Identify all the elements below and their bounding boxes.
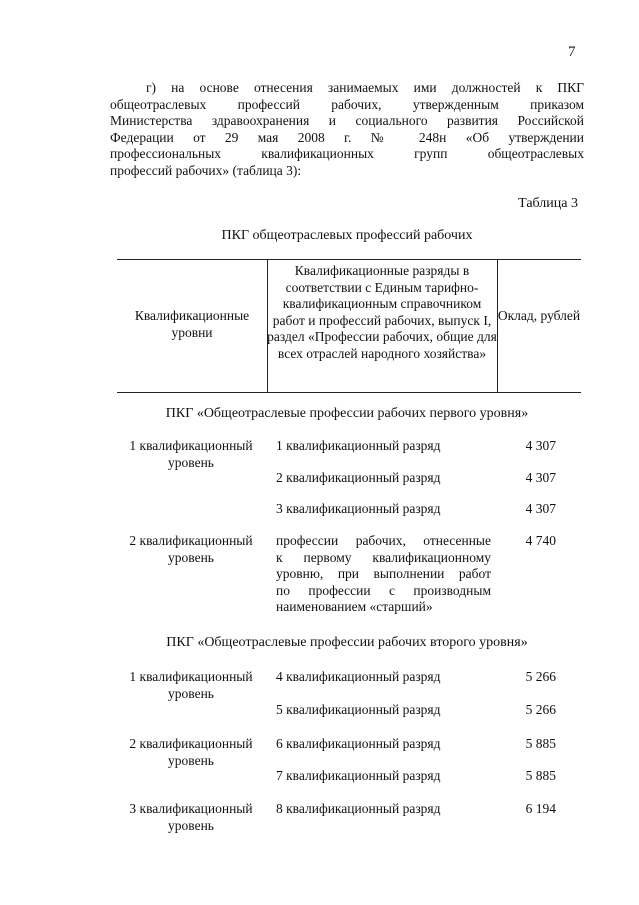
grade-cell: 5 квалификационный разряд xyxy=(276,702,441,717)
salary-cell: 4 307 xyxy=(525,438,556,453)
header-qualification-grades: Квалификационные разряды в соответствии с Единым тарифно-квалификационным справочником работ и профессий рабочих, выпуск I, раздел «Профессии рабочих, общие для всех отраслей народного хозяйства» xyxy=(267,263,497,361)
grade-line: уровню, при выполнении работ xyxy=(276,566,491,581)
header-salary: Оклад, рублей xyxy=(497,308,581,323)
intro-line: Министерства здравоохранения и социального развития Российской xyxy=(110,113,584,128)
salary-cell: 4 740 xyxy=(525,533,556,548)
grade-line: наименованием «старший» xyxy=(276,599,433,614)
table-header-bottom-rule xyxy=(117,392,581,393)
intro-paragraph xyxy=(110,80,584,179)
grade-cell: 8 квалификационный разряд xyxy=(276,801,441,816)
salary-cell: 5 266 xyxy=(525,669,556,684)
grade-cell: 1 квалификационный разряд xyxy=(276,438,441,453)
page-number: 7 xyxy=(568,44,576,60)
salary-cell: 5 885 xyxy=(525,736,556,751)
header-qualification-levels: Квалификационные уровни xyxy=(134,308,250,340)
intro-line: профессий рабочих» (таблица 3): xyxy=(110,162,302,178)
salary-cell: 4 307 xyxy=(525,470,556,485)
section-title: ПКГ «Общеотраслевые профессии рабочих первого уровня» xyxy=(165,406,529,421)
grade-line: профессии рабочих, отнесенные xyxy=(276,533,491,548)
grade-cell: 2 квалификационный разряд xyxy=(276,470,441,485)
table-title: ПКГ общеотраслевых профессий рабочих xyxy=(221,228,473,243)
grade-cell: 3 квалификационный разряд xyxy=(276,501,441,516)
salary-cell: 5 885 xyxy=(525,768,556,783)
intro-line: Федерации от 29 мая 2008 г. № 248н «Об утверждении xyxy=(110,129,584,145)
grade-line: к первому квалификационному xyxy=(276,549,491,565)
intro-line: общеотраслевых профессий рабочих, утвержденным приказом xyxy=(110,96,584,112)
grade-cell: 6 квалификационный разряд xyxy=(276,736,441,751)
grade-cell xyxy=(276,533,491,616)
table-label: Таблица 3 xyxy=(518,196,578,211)
table-header-top-rule xyxy=(117,259,581,260)
level-label: 2 квалификационный уровень xyxy=(129,736,253,768)
intro-line: г) на основе отнесения занимаемых ими должностей к ПКГ xyxy=(146,80,584,95)
salary-cell: 5 266 xyxy=(525,702,556,717)
grade-line: по профессии с производным xyxy=(276,582,491,598)
level-label: 3 квалификационный уровень xyxy=(129,801,253,833)
section-title: ПКГ «Общеотраслевые профессии рабочих второго уровня» xyxy=(166,635,528,650)
grade-cell: 4 квалификационный разряд xyxy=(276,669,441,684)
table-header-divider xyxy=(497,259,498,392)
grade-cell: 7 квалификационный разряд xyxy=(276,768,441,783)
level-label: 2 квалификационный уровень xyxy=(129,533,253,565)
intro-line: профессиональных квалификационных групп общеотраслевых xyxy=(110,146,584,161)
level-label: 1 квалификационный уровень xyxy=(129,669,253,701)
level-label: 1 квалификационный уровень xyxy=(129,438,253,470)
salary-cell: 4 307 xyxy=(525,501,556,516)
salary-cell: 6 194 xyxy=(525,801,556,816)
